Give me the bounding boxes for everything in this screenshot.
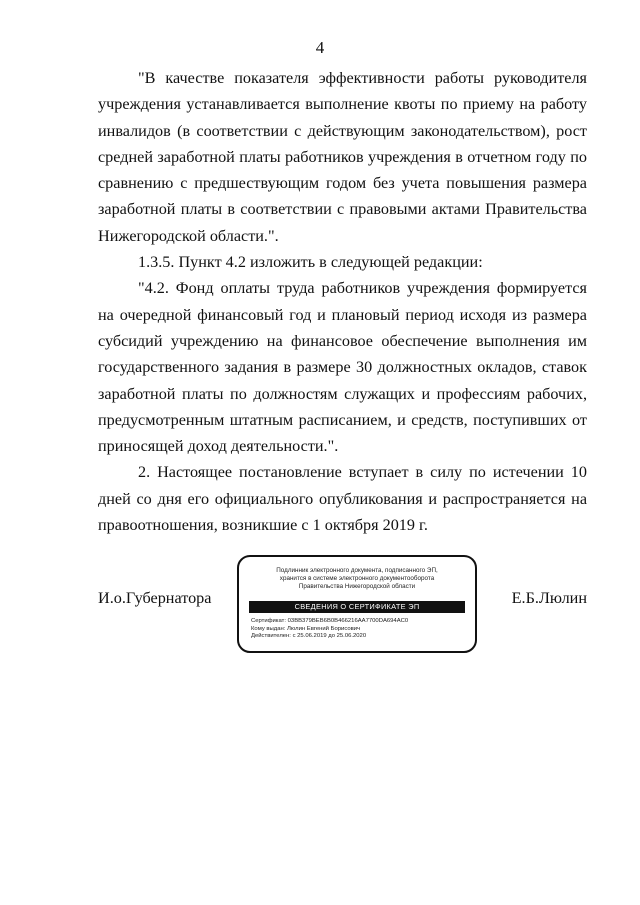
validity-label: Действителен: [251,633,291,640]
stamp-certificate-details [251,618,469,641]
stamp-header-line: Подлинник электронного документа, подписанного ЭП, [276,567,438,574]
stamp-header-line: хранится в системе электронного документооборота [279,575,435,582]
page-number: 4 [315,38,325,57]
stamp-header [245,567,469,591]
stamp-certificate-row [251,618,469,626]
certificate-value: 03BB379BEB6B0B466216AA7700DA694AC0 [287,618,409,624]
certificate-label: Сертификат: [251,618,286,624]
paragraph-effective-date: 2. Настоящее постановление вступает в силу по истечении 10 дней со дня его официального опубликования и распространяется на правоотношения, возникшие с 1 октября 2019 г. [98,463,587,535]
stamp-certificate-banner: СВЕДЕНИЯ О СЕРТИФИКАТЕ ЭП [249,601,465,613]
paragraph-clause-4-2: "4.2. Фонд оплаты труда работников учреждения формируется на очередной финансовый год и плановый период исходя из размера субсидий учреждению на финансовое обеспечение выполнения им государственного задания в размере 30 должностных окладов, ставок заработной платы по должностям служащих и профессиям рабочих, предусмотренным штатным расписанием, и средств, поступивших от приносящей доход деятельности.". [98,279,587,456]
signatory-position: И.о.Губернатора [98,589,212,607]
stamp-validity-row [251,633,469,641]
issued-to-label: Кому выдан: [251,625,286,632]
validity-value: с 25.06.2019 до 25.06.2020 [292,633,367,640]
paragraph-clause-1-3-5: 1.3.5. Пункт 4.2 изложить в следующей редакции: [138,253,483,272]
signatory-name: Е.Б.Люлин [511,589,587,607]
issued-to-value: Люлин Евгений Борисович [287,625,361,632]
document-body [98,65,587,538]
stamp-header-line: Правительства Нижегородской области [298,583,416,590]
electronic-signature-stamp [237,555,477,653]
paragraph-efficiency-indicator: "В качестве показателя эффективности работы руководителя учреждения устанавливается выполнение квоты по приему на работу инвалидов (в соответствии с действующим законодательством), рост средней заработной платы работников учреждения в отчетном году по сравнению с предшествующим годом без учета повышения размера заработной платы в соответствии с правовыми актами Правительства Нижегородской области.". [98,69,587,245]
